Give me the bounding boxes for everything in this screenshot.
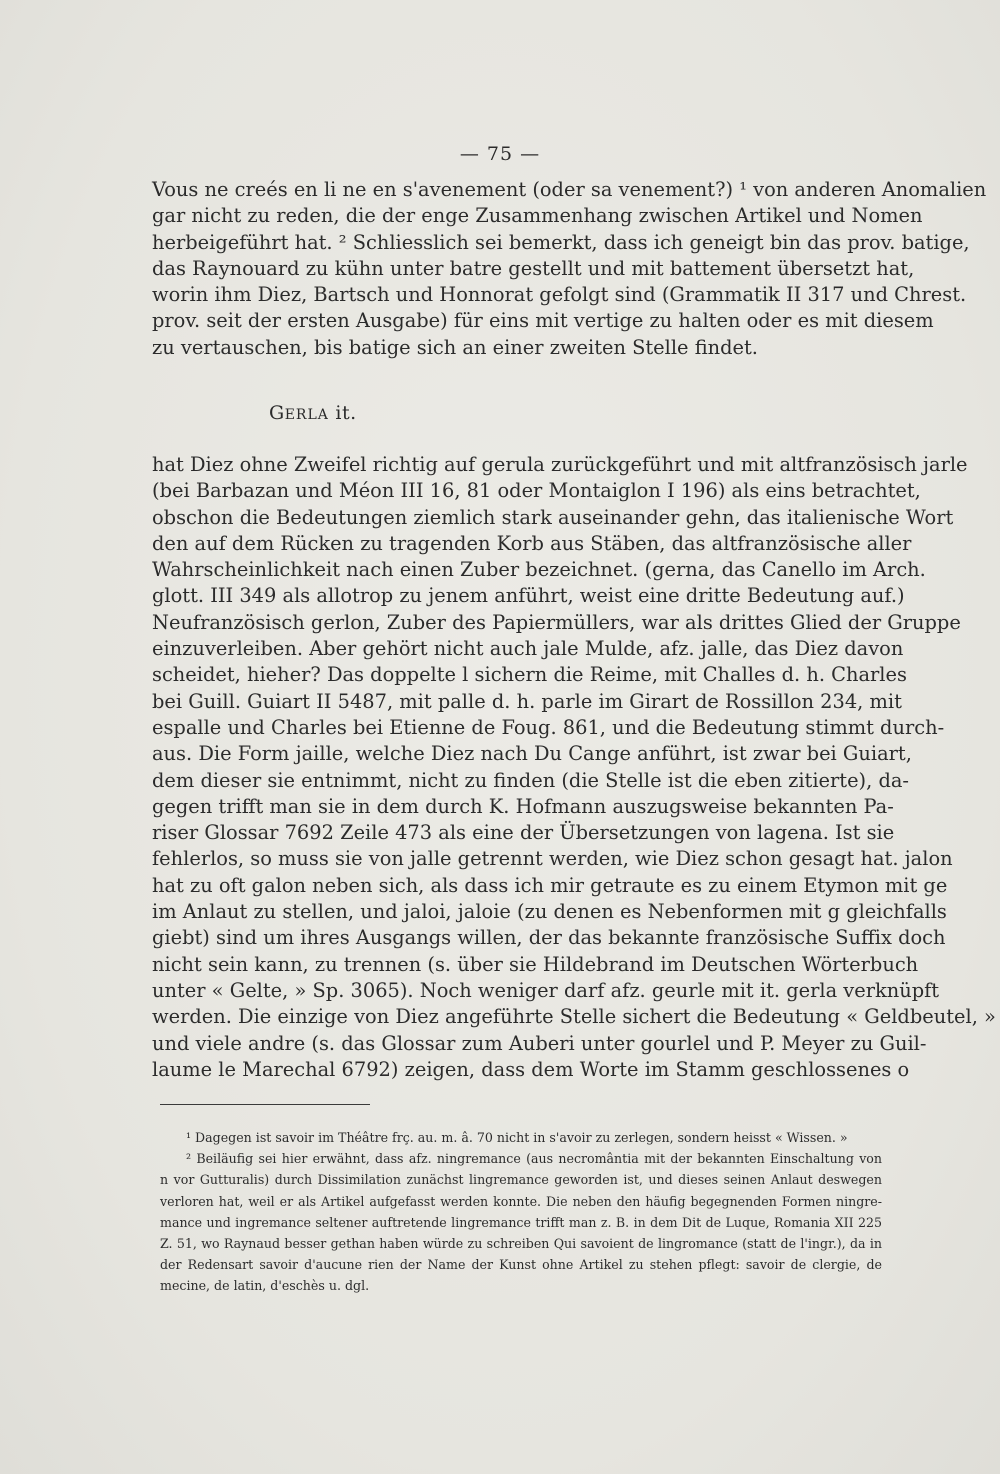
text-line: Vous ne creés en li ne en s'avenement (oder sa venement?) ¹ von anderen Anomalien (152, 178, 987, 201)
text-line: bei Guill. Guiart II 5487, mit palle d. h. parle im Girart de Rossillon 234, mit (152, 689, 902, 713)
text-line: aus. Die Form jaille, welche Diez nach Du Cange anführt, ist zwar bei Guiart, (152, 742, 912, 766)
footnote-line: der Redensart savoir d'aucune rien der Name der Kunst ohne Artikel zu stehen pflegt: savoir de clergie, de (160, 1257, 882, 1273)
text-line: gegen trifft man sie in dem durch K. Hofmann auszugsweise bekannten Pa- (152, 794, 894, 818)
text-line: Wahrscheinlichkeit nach einen Zuber bezeichnet. (gerna, das Canello im Arch. (152, 558, 926, 582)
text-line: werden. Die einzige von Diez angeführte Stelle sichert die Bedeutung « Geldbeutel, » (152, 1005, 996, 1029)
footnote-line: ¹ Dagegen ist savoir im Théâtre frç. au. m. â. 70 nicht in s'avoir zu zerlegen, sondern heisst « Wissen. » (186, 1130, 848, 1145)
text-line: espalle und Charles bei Etienne de Foug. 861, und die Bedeutung stimmt durch- (152, 715, 945, 739)
text-line: zu vertauschen, bis batige sich an einer zweiten Stelle findet. (152, 335, 758, 359)
text-line: hat Diez ohne Zweifel richtig auf gerula zurückgeführt und mit altfranzösisch jarle (152, 453, 968, 476)
top-paragraph (152, 177, 987, 361)
text-line: worin ihm Diez, Bartsch und Honnorat gefolgt sind (Grammatik II 317 und Chrest. (152, 283, 967, 307)
text-line: prov. seit der ersten Ausgabe) für eins mit vertige zu halten oder es mit diesem (152, 309, 934, 333)
page-number: — 75 — (459, 143, 541, 165)
footnote-line: mecine, de latin, d'eschès u. dgl. (160, 1278, 370, 1294)
text-line: dem dieser sie entnimmt, nicht zu finden (die Stelle ist die eben zitierte), da- (152, 768, 909, 792)
text-line: den auf dem Rücken zu tragenden Korb aus Stäben, das altfranzösische aller (152, 531, 912, 555)
text-line: einzuverleiben. Aber gehört nicht auch jale Mulde, afz. jalle, das Diez davon (152, 637, 904, 661)
heading-small-caps: ERLA (284, 407, 329, 423)
footnote-separator (160, 1104, 370, 1105)
text-line: (bei Barbazan und Méon III 16, 81 oder Montaiglon I 196) als eins betrachtet, (152, 479, 921, 503)
footnote-line: Z. 51, wo Raynaud besser gethan haben würde zu schreiben Qui savoient de lingromance (statt de l'ingr.), da in (160, 1235, 882, 1251)
text-line: nicht sein kann, zu trennen (s. über sie Hildebrand im Deutschen Wörterbuch (152, 952, 919, 976)
footnote-line: mance und ingremance seltener auftretende lingremance trifft man z. B. in dem Dit de Luque, Romania XII 225 (160, 1214, 882, 1230)
footnote-line: n vor Gutturalis) durch Dissimilation zunächst lingremance geworden ist, und dieses seinen Anlaut deswegen (160, 1172, 882, 1188)
text-line: fehlerlos, so muss sie von jalle getrennt werden, wie Diez schon gesagt hat. jalon (152, 847, 953, 871)
text-line: laume le Marechal 6792) zeigen, dass dem Worte im Stamm geschlossenes o (152, 1057, 910, 1081)
text-line: obschon die Bedeutungen ziemlich stark auseinander gehn, das italienische Wort (152, 505, 954, 529)
text-line: hat zu oft galon neben sich, als dass ich mir getraute es zu einem Etymon mit ge (152, 873, 948, 897)
text-line: glott. III 349 als allotrop zu jenem anführt, weist eine dritte Bedeutung auf.) (152, 584, 905, 608)
main-paragraph (152, 452, 996, 1083)
footnote-line: verloren hat, weil er als Artikel aufgefasst werden konnte. Die neben den häufig begegnenden Formen ningre- (160, 1193, 882, 1209)
text-line: gar nicht zu reden, die der enge Zusammenhang zwischen Artikel und Nomen (152, 204, 923, 228)
text-line: unter « Gelte, » Sp. 3065). Noch weniger darf afz. geurle mit it. gerla verknüpft (152, 978, 940, 1002)
text-line: das Raynouard zu kühn unter batre gestellt und mit battement übersetzt hat, (152, 256, 915, 280)
footnote-line: ² Beiläufig sei hier erwähnt, dass afz. ningremance (aus necromântia mit der bekannten Einschaltung von (186, 1151, 882, 1167)
entry-heading (269, 402, 357, 424)
heading-initial: G (269, 402, 285, 424)
text-line: Neufranzösisch gerlon, Zuber des Papiermüllers, war als drittes Glied der Gruppe (152, 610, 961, 634)
text-line: giebt) sind um ihres Ausgangs willen, der das bekannte französische Suffix doch (152, 926, 946, 950)
text-line: herbeigeführt hat. ² Schliesslich sei bemerkt, dass ich geneigt bin das prov. batige, (152, 230, 970, 254)
text-line: scheidet, hieher? Das doppelte l sichern die Reime, mit Challes d. h. Charles (152, 663, 907, 687)
heading-suffix: it. (328, 402, 357, 424)
text-line: im Anlaut zu stellen, und jaloi, jaloie (zu denen es Nebenformen mit g gleichfalls (152, 900, 947, 924)
text-line: und viele andre (s. das Glossar zum Auberi unter gourlel und P. Meyer zu Guil- (152, 1031, 927, 1055)
text-line: riser Glossar 7692 Zeile 473 als eine der Übersetzungen von lagena. Ist sie (152, 821, 895, 845)
footnotes (160, 1127, 882, 1297)
